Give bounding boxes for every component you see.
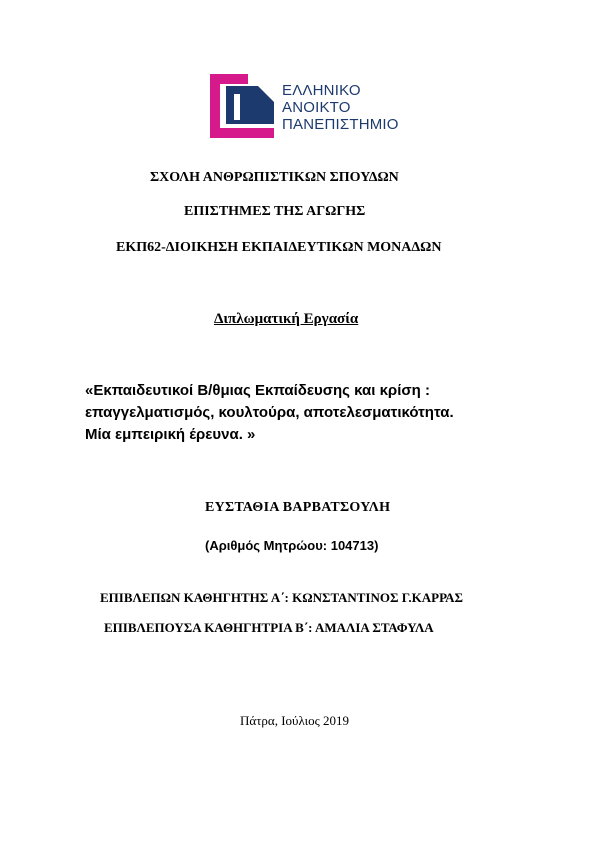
course-name: ΕΚΠ62-ΔΙΟΙΚΗΣΗ ΕΚΠΑΙΔΕΥΤΙΚΩΝ ΜΟΝΑΔΩΝ — [116, 240, 442, 255]
place-and-date: Πάτρα, Ιούλιος 2019 — [240, 713, 350, 728]
school-name: ΣΧΟΛΗ ΑΝΘΡΩΠΙΣΤΙΚΩΝ ΣΠΟΥΔΩΝ — [150, 170, 399, 185]
supervisor-a: ΕΠΙΒΛΕΠΩΝ ΚΑΘΗΓΗΤΗΣ Α΄: ΚΩΝΣΤΑΝΤΙΝΟΣ Γ.ΚΑΡΡΑΣ — [100, 590, 464, 605]
thesis-title-line: Μία εμπειρική έρευνα. » — [85, 426, 256, 443]
document-type: Διπλωματική Εργασία — [214, 311, 359, 327]
author-name: ΕΥΣΤΑΘΙΑ ΒΑΡΒΑΤΣΟΥΛΗ — [205, 500, 391, 515]
supervisor-b: ΕΠΙΒΛΕΠΟΥΣΑ ΚΑΘΗΓΗΤΡΙΑ Β΄: ΑΜΑΛΙΑ ΣΤΑΦΥΛΑ — [104, 620, 434, 635]
thesis-title-line: «Εκπαιδευτικοί Β/θμιας Εκπαίδευσης και κρίση : — [85, 382, 430, 399]
department-name: ΕΠΙΣΤΗΜΕΣ ΤΗΣ ΑΓΩΓΗΣ — [184, 204, 366, 219]
thesis-title — [85, 380, 525, 446]
logo-line: ΕΛΛΗΝΙΚΟ — [282, 82, 361, 99]
thesis-title-line: επαγγελματισμός, κουλτούρα, αποτελεσματικότητα. — [85, 404, 454, 421]
registration-number: (Αριθμός Μητρώου: 104713) — [205, 538, 379, 553]
university-logo-mark-icon — [208, 72, 278, 142]
logo-wordmark — [282, 82, 399, 133]
logo-line: ΑΝΟΙΚΤΟ — [282, 99, 351, 116]
logo-line: ΠΑΝΕΠΙΣΤΗΜΙΟ — [282, 116, 399, 133]
university-logo — [208, 72, 398, 142]
